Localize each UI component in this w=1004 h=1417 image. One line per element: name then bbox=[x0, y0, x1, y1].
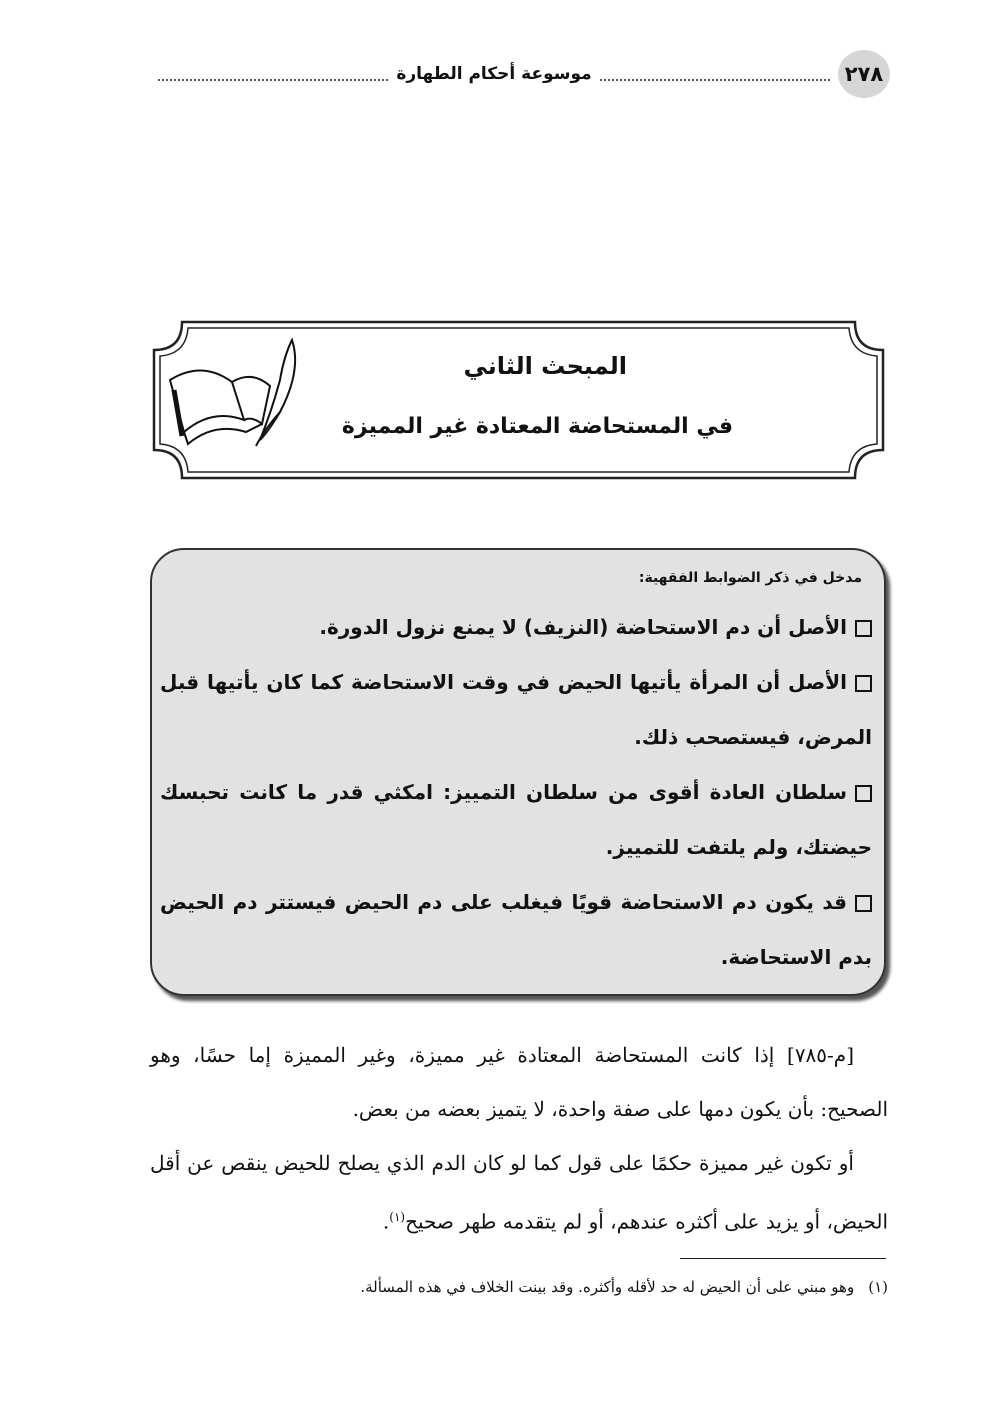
checkbox-icon bbox=[855, 620, 872, 637]
rule-item bbox=[160, 600, 872, 655]
running-title: موسوعة أحكام الطهارة bbox=[396, 64, 592, 84]
paragraph bbox=[150, 1136, 888, 1249]
rule-text: سلطان العادة أقوى من سلطان التمييز: امكثي قدر ما كانت تحبسك حيضتك، ولم يلتفت للتمييز. bbox=[160, 780, 872, 859]
rule-text: الأصل أن دم الاستحاضة (النزيف) لا يمنع نزول الدورة. bbox=[319, 615, 847, 639]
footnote-number: (١) bbox=[868, 1278, 888, 1296]
chapter-title-frame bbox=[152, 320, 885, 480]
rule-text: قد يكون دم الاستحاضة قويًا فيغلب على دم الحيض فيستتر دم الحيض بدم الاستحاضة. bbox=[160, 890, 872, 969]
footnote-ref[interactable]: (١) bbox=[389, 1210, 406, 1224]
rule-item bbox=[160, 765, 872, 875]
footnote bbox=[360, 1278, 888, 1296]
rules-box bbox=[150, 548, 886, 996]
body-text bbox=[150, 1028, 888, 1249]
scalloped-frame bbox=[152, 320, 885, 480]
chapter-title: المبحث الثاني bbox=[463, 352, 627, 380]
rules-heading: مدخل في ذكر الضوابط الفقهية: bbox=[638, 570, 862, 586]
paragraph-text: أو تكون غير مميزة حكمًا على قول كما لو كان الدم الذي يصلح للحيض ينقص عن أقل الحيض، أو يزيد على أكثره عندهم، أو لم يتقدمه طهر صحيح bbox=[150, 1151, 888, 1234]
paragraph: [م-٧٨٥] إذا كانت المستحاضة المعتادة غير مميزة، وغير المميزة إما حسًا، وهو الصحيح: بأن يكون دمها على صفة واحدة، لا يتميز بعضه من بعض. bbox=[150, 1043, 888, 1121]
page-number: ٢٧٨ bbox=[838, 50, 890, 98]
dotted-divider bbox=[600, 79, 830, 81]
chapter-subtitle: في المستحاضة المعتادة غير المميزة bbox=[341, 414, 733, 439]
rule-text: الأصل أن المرأة يأتيها الحيض في وقت الاستحاضة كما كان يأتيها قبل المرض، فيستصحب ذلك. bbox=[160, 670, 872, 749]
rule-item bbox=[160, 875, 872, 985]
checkbox-icon bbox=[855, 785, 872, 802]
running-header bbox=[150, 52, 890, 96]
rule-item bbox=[160, 655, 872, 765]
footnote-text: وهو مبني على أن الحيض له حد لأقله وأكثره. وقد بينت الخلاف في هذه المسألة. bbox=[360, 1278, 855, 1296]
period: . bbox=[382, 1209, 390, 1234]
footnote-divider bbox=[680, 1258, 886, 1259]
checkbox-icon bbox=[855, 895, 872, 912]
checkbox-icon bbox=[855, 675, 872, 692]
dotted-divider bbox=[158, 79, 388, 81]
